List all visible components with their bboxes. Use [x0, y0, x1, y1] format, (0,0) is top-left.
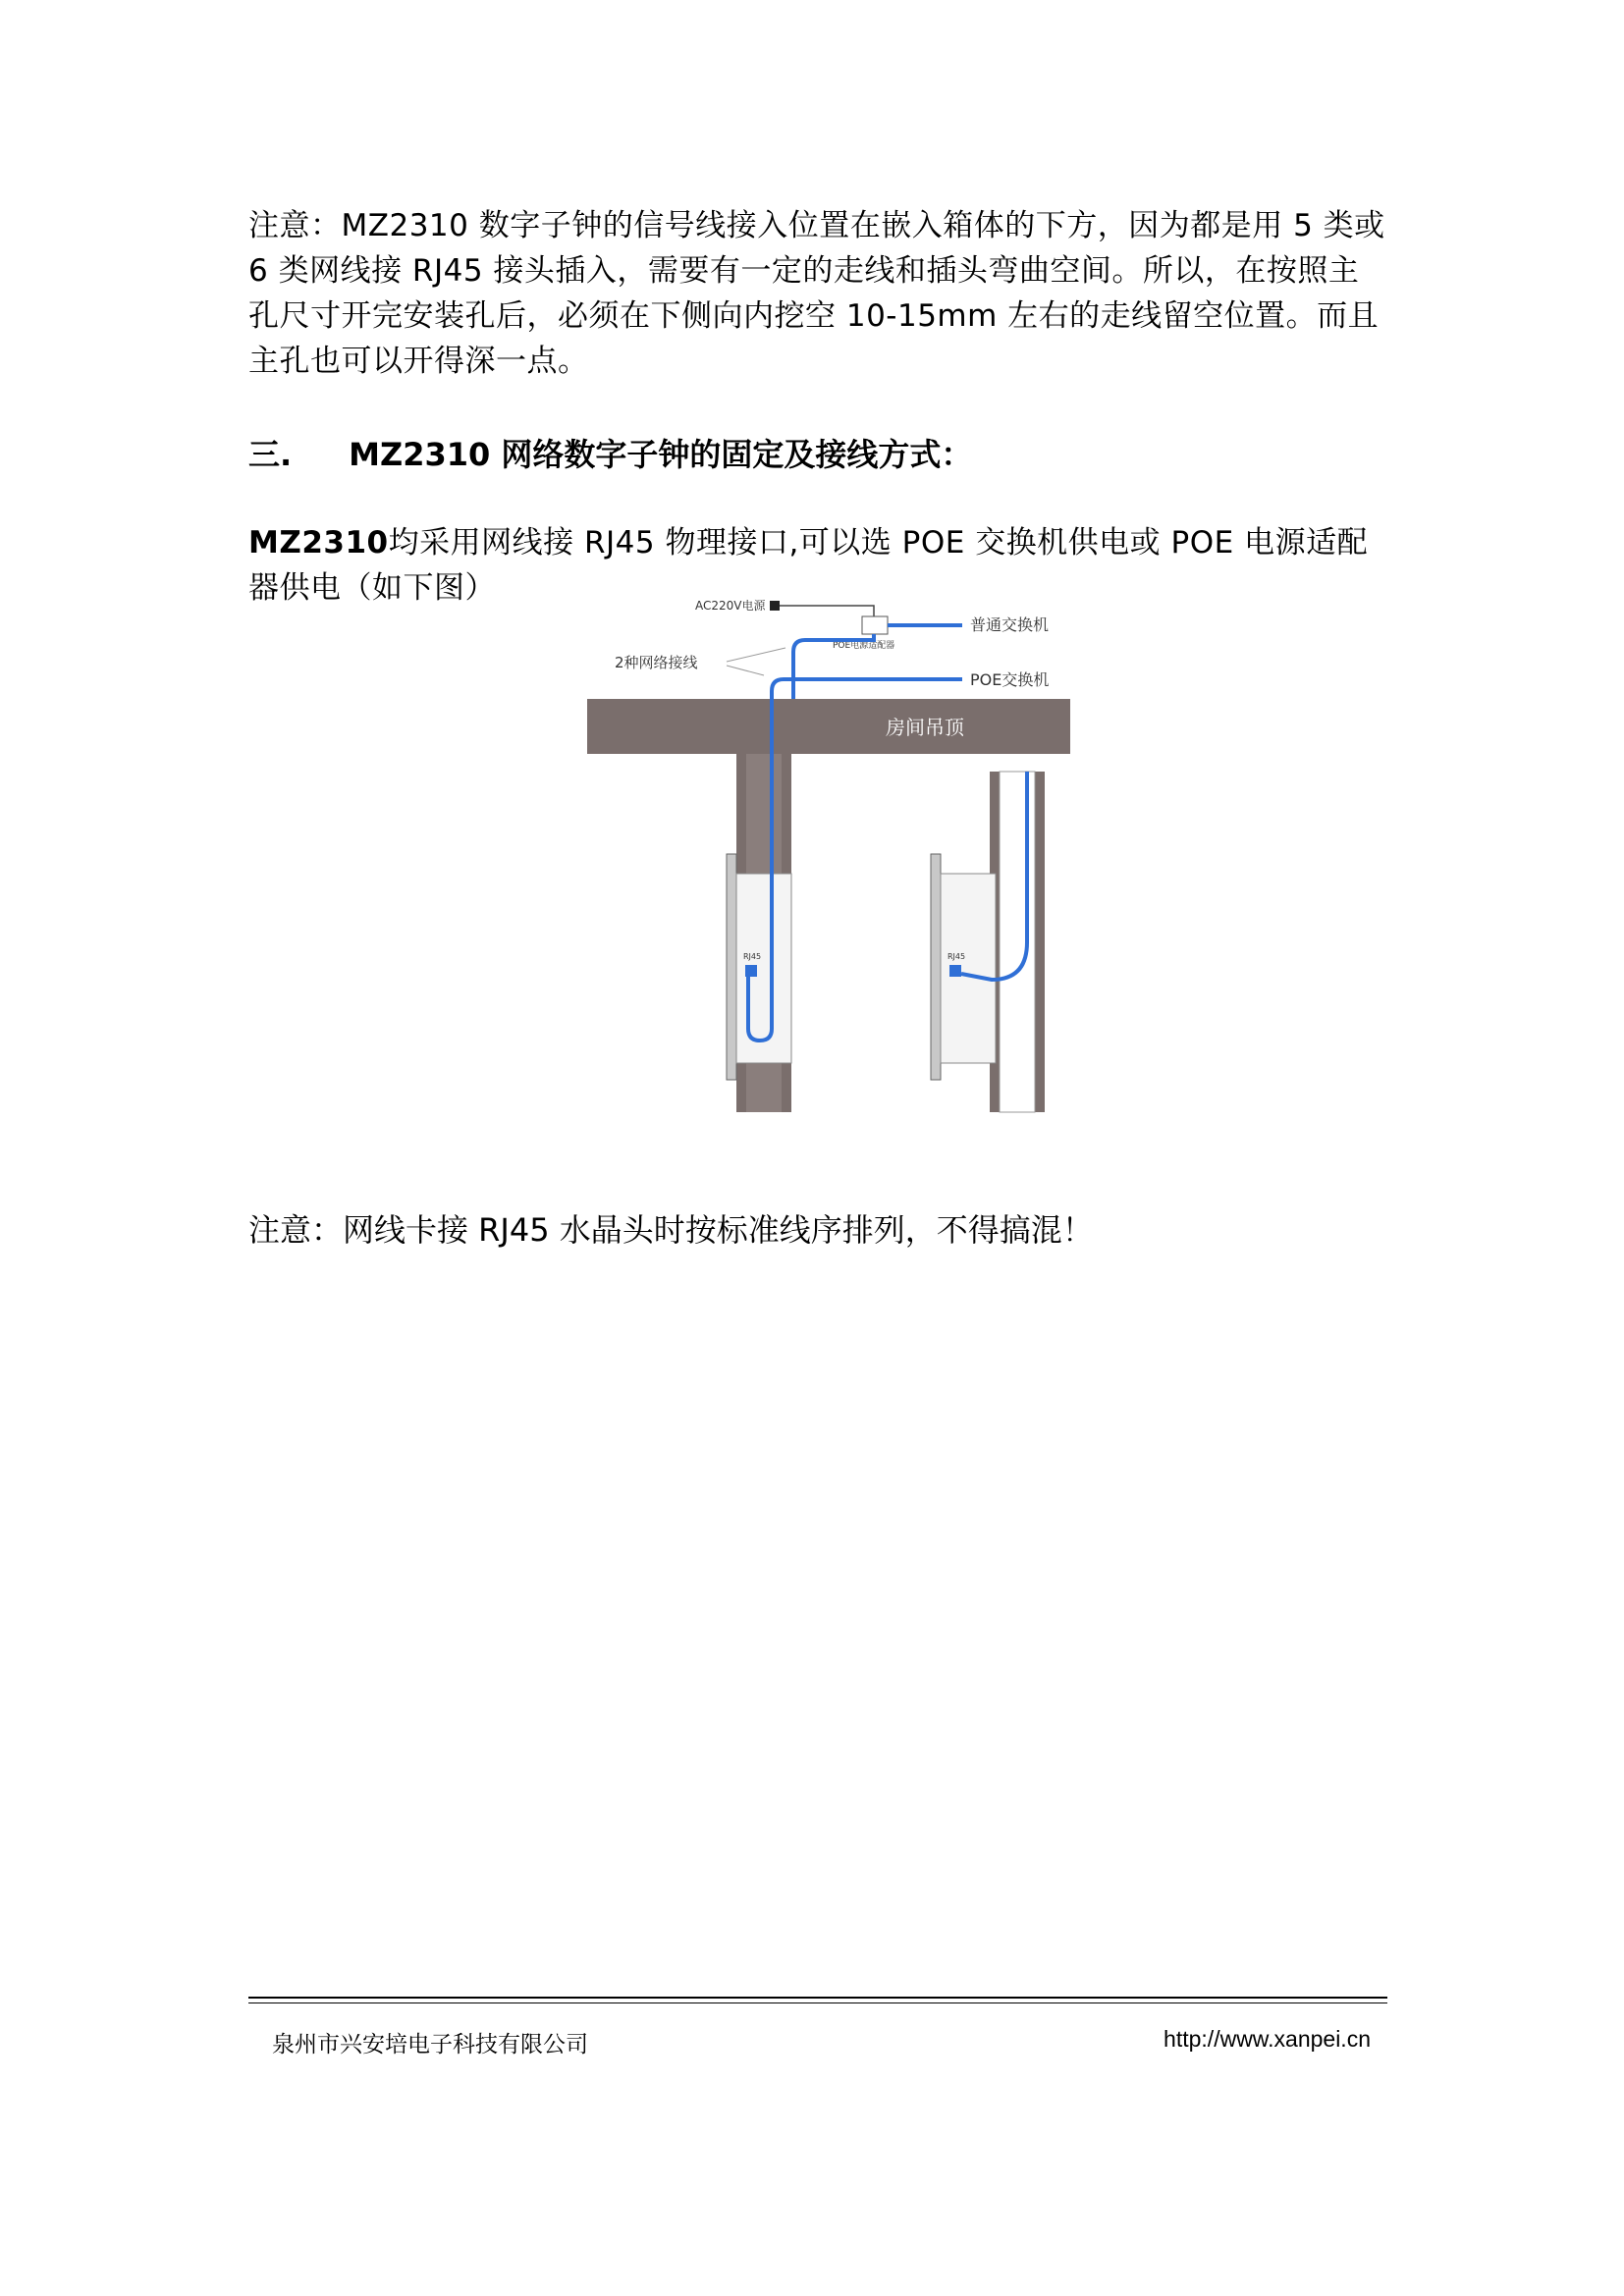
ceiling-label: 房间吊顶 — [886, 716, 964, 739]
poe-adapter-box — [862, 616, 888, 634]
intro-model: MZ2310 — [248, 525, 389, 561]
left-clock-box — [736, 874, 791, 1063]
section-title-text: MZ2310 网络数字子钟的固定及接线方式： — [349, 436, 973, 473]
right-rj45-label: RJ45 — [947, 952, 966, 961]
left-rj45-label: RJ45 — [743, 952, 762, 961]
ac-cable — [780, 606, 874, 616]
ceiling-slab — [587, 699, 1070, 754]
left-clock-frame — [727, 854, 736, 1080]
footer-rule-thin — [248, 2002, 1387, 2003]
intro-text: 均采用网线接 RJ45 物理接口,可以选 POE 交换机供电或 POE 电源适配器供电（如下图） — [248, 525, 1369, 606]
right-clock-frame — [931, 854, 941, 1080]
cable-types-label: 2种网络接线 — [615, 654, 698, 671]
wiring-diagram — [579, 589, 1080, 1114]
right-rj45-port — [949, 965, 961, 977]
poe-switch-cable — [772, 679, 962, 699]
note-paragraph-1: 注意：MZ2310 数字子钟的信号线接入位置在嵌入箱体的下方，因为都是用 5 类或 6 类网线接 RJ45 接头插入，需要有一定的走线和插头弯曲空间。所以，在按照主孔尺寸开完安装孔后，必须在下侧向内挖空 10-15mm 左右的走线留空位置。而且主孔也可以开得深一点。 — [248, 208, 1385, 379]
section-heading — [248, 430, 972, 475]
section-number: 三. — [248, 436, 293, 473]
footer-company: 泉州市兴安培电子科技有限公司 — [272, 2031, 588, 2056]
poe-switch-label: POE交换机 — [970, 670, 1050, 689]
cable-types-arrow-1 — [727, 648, 785, 662]
ac-power-label: AC220V电源 — [695, 599, 766, 613]
poe-adapter-label: POE电源适配器 — [833, 641, 895, 651]
footer-rule-thick — [248, 1997, 1387, 1999]
left-rj45-port — [745, 965, 757, 977]
ac-plug — [770, 601, 780, 611]
normal-switch-label: 普通交换机 — [970, 615, 1050, 634]
footer-url: http://www.xanpei.cn — [1164, 2026, 1371, 2052]
note-paragraph-2: 注意：网线卡接 RJ45 水晶头时按标准线序排列，不得搞混！ — [248, 1211, 1094, 1249]
right-wall-cavity — [1000, 772, 1035, 1112]
right-clock-box — [941, 874, 996, 1063]
cable-types-arrow-2 — [727, 666, 764, 675]
